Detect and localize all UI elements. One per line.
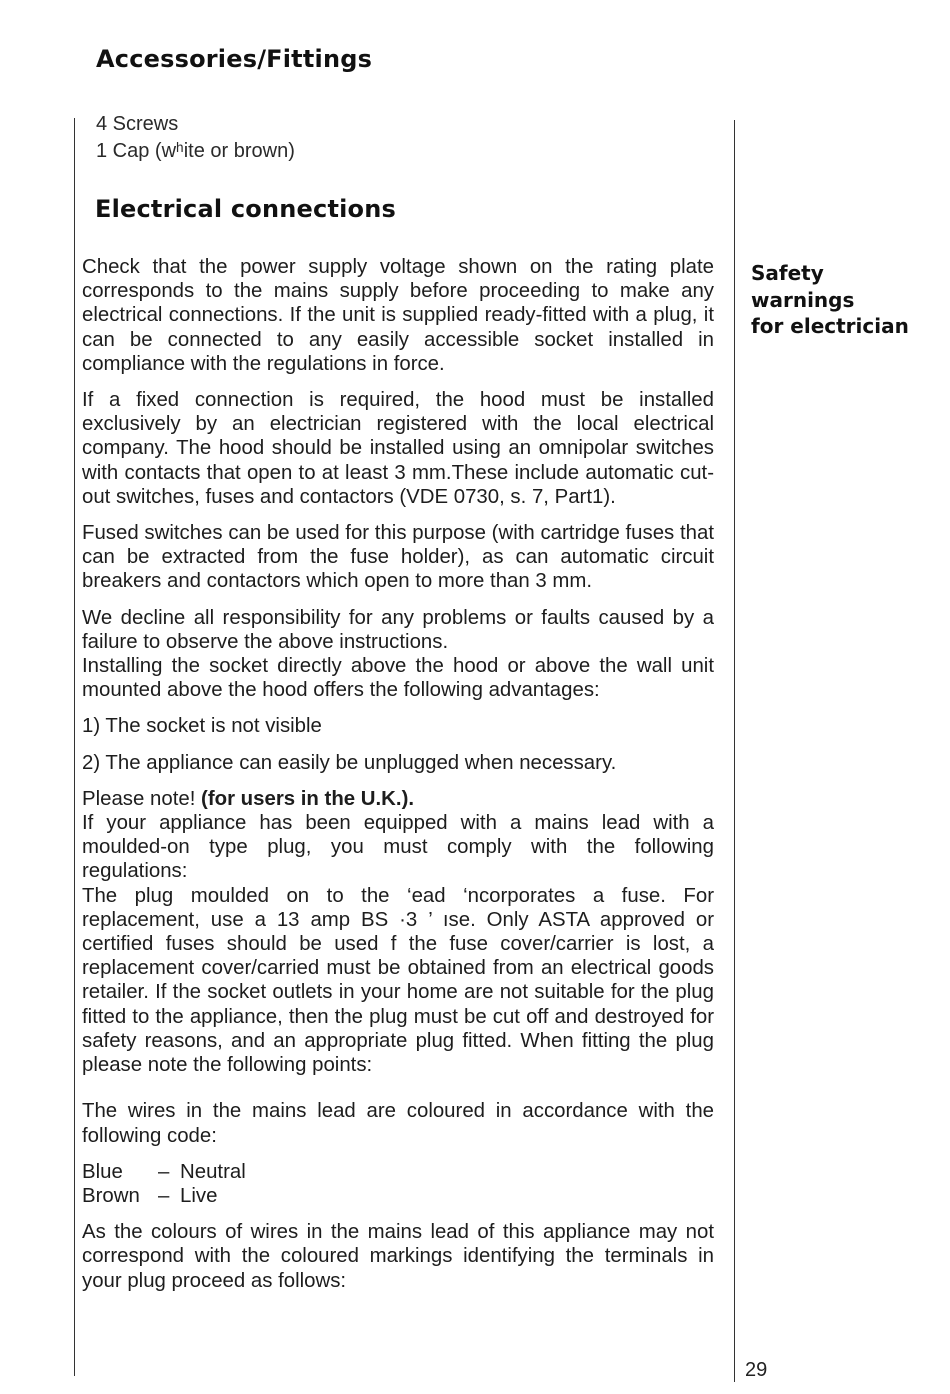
accessory-item-screws: 4 Screws xyxy=(96,113,179,135)
sidebar-line: warnings xyxy=(751,287,855,312)
safety-warnings-sidebar xyxy=(751,260,909,340)
wire-colour-code xyxy=(82,1160,714,1208)
wire-dash: – xyxy=(158,1184,170,1207)
uk-note-prefix: Please note! xyxy=(82,787,196,810)
wire-code-row-blue xyxy=(82,1160,714,1184)
advantage-item-1: 1) The socket is not visible xyxy=(82,715,322,738)
right-margin-rule xyxy=(734,120,735,1382)
accessory-item-cap: 1 Cap (wʰite or brown) xyxy=(96,140,295,162)
paragraph-voltage-check: Check that the power supply voltage shown on the rating plate corresponds to the mains supply before proceeding to make any electrical connections. If the unit is supplied ready-fitted with a plug, it can be connected to any easily accessible socket installed in compliance with the regulations in force. xyxy=(82,256,714,375)
wire-dash: – xyxy=(158,1160,170,1183)
wire-meaning: Neutral xyxy=(180,1160,246,1183)
paragraph-fuse-replacement: The plug moulded on to thе ‘ead ‘ncorporates a fuse. For replacement, use a 13 amp BS ·3 ’ ıse. Only ASTA approved or certified fuses should be used f the fuse cover/carrier is lost, a replacement cover/carried must be obtained from an electrical goods retailer. If the socket outlets in your home are not suitable for the plug fitted to the appliance, then the plug must be cut off and destroyed for safety reasons, and an appropriate plug fitted. When fitting the plug please note the following points: xyxy=(82,884,714,1077)
electrical-connections-heading: Electrical connections xyxy=(95,195,397,223)
uk-note xyxy=(82,787,714,811)
paragraph-moulded-plug: If your appliance has been equipped with a mains lead with a moulded-on type plug, you must comply with the following regulations: xyxy=(82,812,714,883)
left-margin-rule xyxy=(74,118,75,1376)
wire-colour: Blue xyxy=(82,1160,123,1183)
accessories-list xyxy=(96,111,295,165)
paragraph-socket-advantages: Installing the socket directly above the hood or above the wall unit mounted above the hood offers the following advantages: xyxy=(82,655,714,702)
page-number: 29 xyxy=(745,1359,768,1381)
electrical-connections-body xyxy=(82,255,714,1293)
wire-meaning: Live xyxy=(180,1184,218,1207)
uk-note-bold: (for users in the U.K.). xyxy=(201,787,415,810)
wire-code-row-brown xyxy=(82,1184,714,1208)
advantage-item-2: 2) The appliance can easily be unplugged when necessary. xyxy=(82,751,617,774)
paragraph-fixed-connection: If a fixed connection is required, the hood must be installed exclusively by an electrician registered with the local electrical company. The hood should be installed using an omnipolar switches with contacts that open to at least 3 mm.These include automatic cut-out switches, fuses and contactors (VDE 0730, s. 7, Part1). xyxy=(82,389,714,508)
accessories-heading: Accessories/Fittings xyxy=(96,45,373,73)
sidebar-line: Safety xyxy=(751,261,824,285)
wire-colour: Brown xyxy=(82,1184,140,1207)
sidebar-line: for electrician xyxy=(751,314,909,338)
paragraph-responsibility: We decline all responsibility for any problems or faults caused by a failure to observe the above instructions. xyxy=(82,606,714,653)
paragraph-fused-switches: Fused switches can be used for this purpose (with cartridge fuses that can be extracted from the fuse holder), as can automatic circuit breakers and contactors which open to more than 3 mm. xyxy=(82,522,714,593)
paragraph-proceed: As the colours of wires in the mains lead of this appliance may not correspond with the coloured markings identifying the terminals in your plug proceed as follows: xyxy=(82,1221,714,1292)
paragraph-gap xyxy=(82,1077,714,1099)
paragraph-wire-colours: The wires in the mains lead are coloured in accordance with the following code: xyxy=(82,1100,714,1147)
